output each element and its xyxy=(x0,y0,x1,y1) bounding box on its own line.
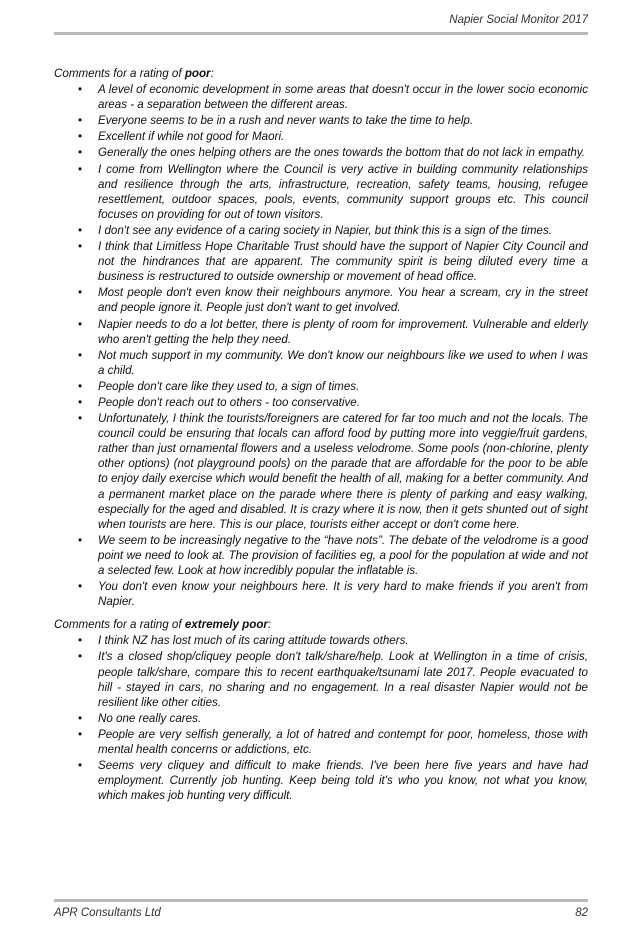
comment-item: • I come from Wellington where the Council is very active in building community relationships and resilience through the arts, infrastructure, recreation, safety teams, housing, refugee resettlement, outdoor spaces, pools, events, community support groups etc. This council focuses on providing for out of town visitors. xyxy=(98,162,588,222)
document-body xyxy=(54,66,588,811)
section-extremely-poor xyxy=(54,617,588,803)
rating-label: poor xyxy=(184,67,211,80)
comment-item: • It's a closed shop/cliquey people don't talk/share/help. Look at Wellington in a time of crisis, people talk/share, compare this to recent earthquake/tsunami late 2017. People evacuated to hill - stayed in cars, no sharing and no engagement. In a real disaster Napier would not be resilient like other cities. xyxy=(98,649,588,709)
comment-item: • Seems very cliquey and difficult to make friends. I've been here five years and have had employment. Currently job hunting. Keep being told it's who you know, not what you know, which makes job hunting very difficult. xyxy=(98,758,588,803)
comment-item: • A level of economic development in some areas that doesn't occur in the lower socio economic areas - a separation between the different areas. xyxy=(98,82,588,112)
section-poor xyxy=(54,66,588,609)
comment-item: • People don't reach out to others - too conservative. xyxy=(98,395,588,410)
comment-item: • Not much support in my community. We don't know our neighbours like we used to when I was a child. xyxy=(98,348,588,378)
comment-list xyxy=(54,82,588,609)
comment-item: • No one really cares. xyxy=(98,711,588,726)
comment-item: • Most people don't even know their neighbours anymore. You hear a scream, cry in the street and people ignore it. People just don't want to get involved. xyxy=(98,285,588,315)
section-heading xyxy=(54,66,588,81)
comment-item: • We seem to be increasingly negative to the “have nots”. The debate of the velodrome is a good point we need to look at. The provision of facilities eg, a pool for the population at wide and not a selected few. Look at how incredibly popular the inflatable is. xyxy=(98,533,588,578)
footer-company: APR Consultants Ltd xyxy=(54,907,161,919)
comment-list xyxy=(54,633,588,803)
comment-item: • Napier needs to do a lot better, there is plenty of room for improvement. Vulnerable and elderly who aren't getting the help they need. xyxy=(98,317,588,347)
comment-item: • I think that Limitless Hope Charitable Trust should have the support of Napier City Council and not the hindrances that are apparent. The community spirit is being diluted every time a business is restructured to outside ownership or movement of head office. xyxy=(98,239,588,284)
comment-item: • You don't even know your neighbours here. It is very hard to make friends if you aren't from Napier. xyxy=(98,579,588,609)
comment-item: • Everyone seems to be in a rush and never wants to take the time to help. xyxy=(98,113,588,128)
footer-rule xyxy=(54,899,588,902)
header-rule xyxy=(54,32,588,35)
heading-suffix: : xyxy=(210,67,214,80)
heading-prefix: Comments for a rating of xyxy=(54,618,185,632)
comment-item: • Generally the ones helping others are the ones towards the bottom that do not lack in empathy. xyxy=(98,145,588,160)
heading-prefix: Comments for a rating of xyxy=(54,67,185,80)
comment-item: • I think NZ has lost much of its caring attitude towards others. xyxy=(98,633,588,648)
comment-item: • Unfortunately, I think the tourists/foreigners are catered for far too much and not the locals. The council could be ensuring that locals can afford food by putting more into veggie/fruit gardens, rather than just ornamental flowers and a useless velodrome. Some pools (non-chlorine, plenty other options) (not playground pools) on the parade that are affordable for the poor to be able to enjoy daily exercise which would benefit the health of all, making for a better community. And a permanent market place on the parade where there is plenty of parking and easy walking, especially for the aged and disabled. It is crazy where it is now, then it gets shunted out of sight when tourists are here. This is our place, tourists either accept or don't come here. xyxy=(98,411,588,532)
page-header-title: Napier Social Monitor 2017 xyxy=(449,14,588,26)
page-number: 82 xyxy=(575,907,588,919)
comment-item: • People are very selfish generally, a lot of hatred and contempt for poor, homeless, those with mental health concerns or addictions, etc. xyxy=(98,727,588,757)
section-heading xyxy=(54,617,588,632)
heading-suffix: : xyxy=(267,618,272,632)
comment-item: • I don't see any evidence of a caring society in Napier, but think this is a sign of the times. xyxy=(98,223,588,238)
comment-item: • Excellent if while not good for Maori. xyxy=(98,129,588,144)
rating-label: extremely poor xyxy=(184,618,268,632)
comment-item: • People don't care like they used to, a sign of times. xyxy=(98,379,588,394)
